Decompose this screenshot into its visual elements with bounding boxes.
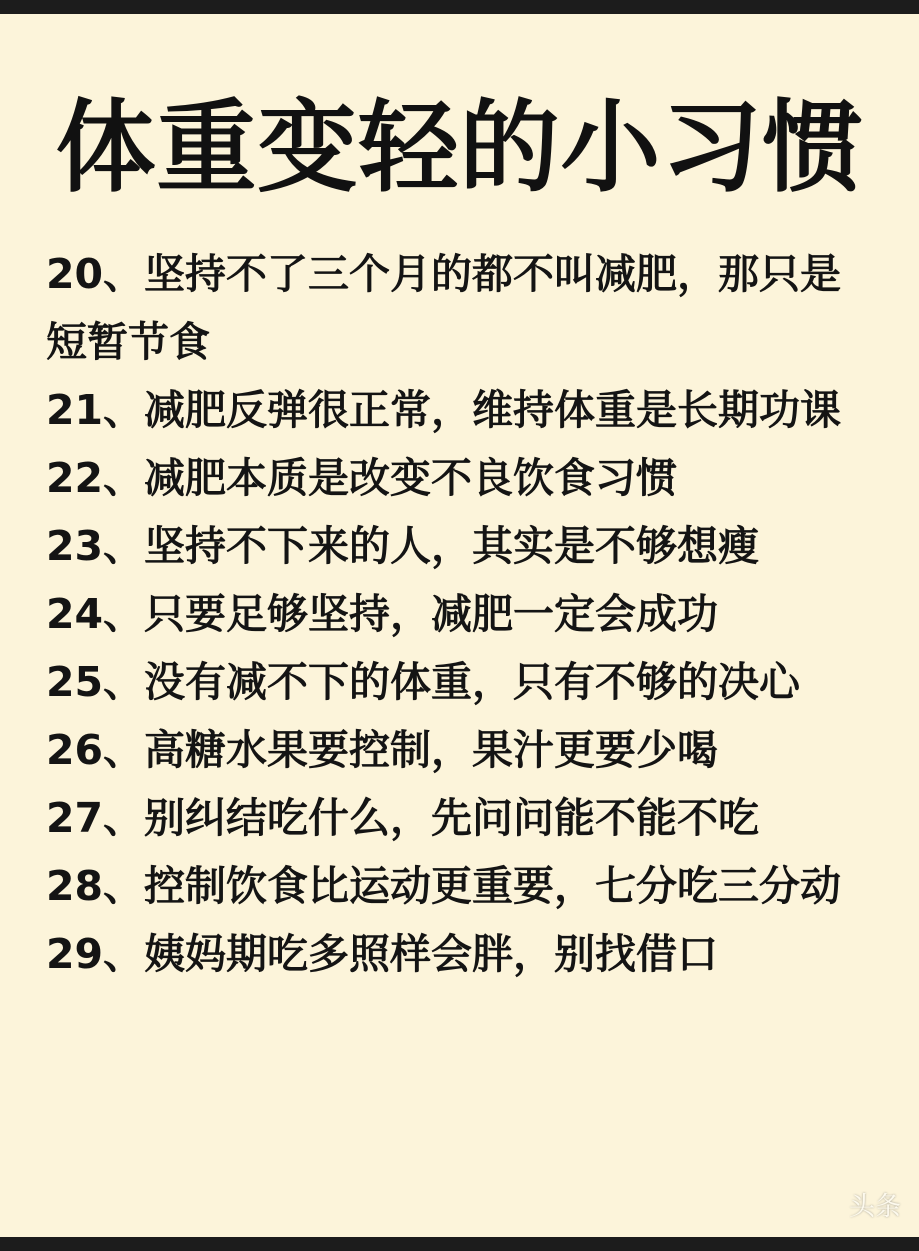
- list-item: 25、没有减不下的体重，只有不够的决心: [46, 658, 801, 706]
- habit-list: [46, 240, 876, 988]
- list-item: 22、减肥本质是改变不良饮食习惯: [46, 454, 678, 502]
- list-item: 26、高糖水果要控制，果汁更要少喝: [46, 726, 719, 774]
- list-item: 28、控制饮食比运动更重要，七分吃三分动: [46, 862, 842, 910]
- list-item: 23、坚持不下来的人，其实是不够想瘦: [46, 522, 760, 570]
- list-item: 27、别纠结吃什么，先问问能不能不吃: [46, 794, 760, 842]
- poster-card: [0, 14, 919, 1237]
- list-item: 21、减肥反弹很正常，维持体重是长期功课: [46, 386, 842, 434]
- list-item: 24、只要足够坚持，减肥一定会成功: [46, 590, 719, 638]
- list-item: 20、坚持不了三个月的都不叫减肥，那只是短暂节食: [46, 250, 842, 366]
- watermark-text: 头条: [848, 1192, 901, 1222]
- list-item: 29、姨妈期吃多照样会胖，别找借口: [46, 930, 719, 978]
- poster-title: 体重变轻的小习惯: [55, 89, 864, 206]
